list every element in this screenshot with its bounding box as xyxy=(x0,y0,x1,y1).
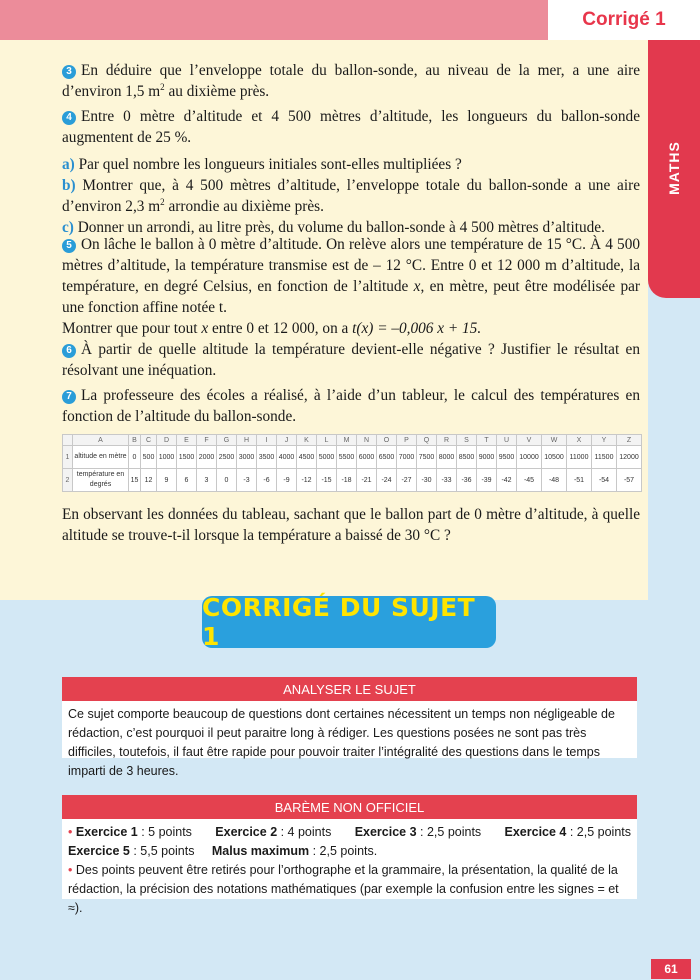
column-letter: A xyxy=(73,435,129,446)
bareme-label: Exercice 2 xyxy=(215,825,278,839)
column-letter: U xyxy=(497,435,517,446)
bareme-box xyxy=(62,819,637,915)
row-number: 1 xyxy=(63,446,73,469)
q7-text: La professeure des écoles a réalisé, à l’aide d’un tableur, le calcul des températures en fonction de l’altitude du ballon-sonde. xyxy=(62,387,640,425)
question-7-followup xyxy=(62,504,640,546)
column-letter: Z xyxy=(617,435,642,446)
bareme-label: Exercice 1 xyxy=(75,825,138,839)
question-5 xyxy=(62,234,640,339)
column-letter: L xyxy=(317,435,337,446)
page-number xyxy=(651,959,691,979)
table-cell: 2000 xyxy=(197,446,217,469)
column-letter: T xyxy=(477,435,497,446)
q5-text1: On lâche le ballon à 0 mètre d’altitude. On relève alors une température de 15 °C. À 4 500 mètres d’altitude, la température transmise est de – 12 °C. Entre 0 et 12 000 m d’altitude, la température, en degré Celsius, en fonction de l’altitude xyxy=(62,236,640,295)
table-cell: -57 xyxy=(617,469,642,492)
column-letter: I xyxy=(257,435,277,446)
page-number-text: 61 xyxy=(664,962,678,976)
bareme-note-text: Des points peuvent être retirés pour l’orthographe et la grammaire, la présentation, la qualité de la rédaction, la précision des notations mathématiques (par exemple la confusion entre les signes = et ≈). xyxy=(68,863,619,915)
question-3 xyxy=(62,60,640,102)
bareme-note xyxy=(68,861,631,918)
table-cell: 0 xyxy=(217,469,237,492)
bareme-value: : 5 points xyxy=(137,825,192,839)
question-number-badge: 5 xyxy=(62,239,76,253)
column-letter: S xyxy=(457,435,477,446)
table-cell: 5500 xyxy=(337,446,357,469)
table-cell: 4000 xyxy=(277,446,297,469)
table-cell: 3 xyxy=(197,469,217,492)
table-cell: 1500 xyxy=(177,446,197,469)
column-letter: W xyxy=(542,435,567,446)
table-cell: -51 xyxy=(567,469,592,492)
bareme-label: Exercice 3 xyxy=(354,825,417,839)
bullet: • xyxy=(68,863,73,877)
bareme-heading xyxy=(62,795,637,819)
maths-side-label: MATHS xyxy=(666,141,683,195)
column-letter: E xyxy=(177,435,197,446)
table-cell: 12000 xyxy=(617,446,642,469)
column-letter: Y xyxy=(592,435,617,446)
bareme-item xyxy=(505,823,631,842)
bareme-line-1 xyxy=(68,823,631,842)
bareme-label: Exercice 4 xyxy=(504,825,567,839)
question-number-badge: 4 xyxy=(62,111,76,125)
bareme-value: : 2,5 points xyxy=(566,825,631,839)
section-title xyxy=(202,593,496,651)
corrige-tab[interactable]: Corrigé 1 xyxy=(548,0,700,40)
table-cell: 3000 xyxy=(237,446,257,469)
question-number-badge: 7 xyxy=(62,390,76,404)
question-7 xyxy=(62,385,640,427)
q3-text: En déduire que l’enveloppe totale du ballon-sonde, au niveau de la mer, a une aire d’environ 1,5 m xyxy=(62,62,640,100)
column-letter: N xyxy=(357,435,377,446)
column-letter: D xyxy=(157,435,177,446)
column-letter: J xyxy=(277,435,297,446)
bareme-label: Malus maximum xyxy=(211,844,310,858)
analyse-heading xyxy=(62,677,637,701)
row-number: 2 xyxy=(63,469,73,492)
q5-line2: Montrer que pour tout xyxy=(62,320,202,337)
q4-b-label: b) xyxy=(62,177,76,194)
q3-tail: au dixième près. xyxy=(164,83,270,100)
corner-cell xyxy=(63,435,73,446)
column-letter: O xyxy=(377,435,397,446)
q5-formula: t(x) = –0,006 x + 15. xyxy=(352,320,482,337)
table-row xyxy=(63,469,642,492)
q5-text2: , en mètre, peut être modélisée par une fonction affine notée t. xyxy=(62,278,640,316)
q5-var-x2: x xyxy=(201,320,209,337)
column-header-row xyxy=(63,435,642,446)
column-letter: K xyxy=(297,435,317,446)
q4-b-text: Montrer que, à 4 500 mètres d’altitude, l’enveloppe totale du ballon-sonde a une aire d’environ 2,3 m xyxy=(62,177,640,215)
column-letter: H xyxy=(237,435,257,446)
bareme-heading-text: BARÈME NON OFFICIEL xyxy=(274,799,425,815)
q5-var-x: x xyxy=(413,278,421,295)
bareme-item xyxy=(215,823,331,842)
table-cell: 5000 xyxy=(317,446,337,469)
table-cell: 9500 xyxy=(497,446,517,469)
q5-line2b: entre 0 et 12 000, on a xyxy=(208,320,353,337)
q4-c-text: Donner un arrondi, au litre près, du volume du ballon-sonde à 4 500 mètres d’altitude. xyxy=(73,219,605,236)
table-cell: 4500 xyxy=(297,446,317,469)
table-cell: 10000 xyxy=(517,446,542,469)
table-cell: 9 xyxy=(157,469,177,492)
table-cell: -33 xyxy=(437,469,457,492)
column-letter: Q xyxy=(417,435,437,446)
table-cell: -27 xyxy=(397,469,417,492)
table-cell: -48 xyxy=(542,469,567,492)
q4-c-label: c) xyxy=(62,219,74,236)
table-cell: 10500 xyxy=(542,446,567,469)
q4-b-tail: arrondie au dixième près. xyxy=(164,198,324,215)
table-cell: 500 xyxy=(141,446,157,469)
column-letter: V xyxy=(517,435,542,446)
table-cell: -9 xyxy=(277,469,297,492)
table-cell: 15 xyxy=(129,469,141,492)
column-letter: R xyxy=(437,435,457,446)
column-letter: C xyxy=(141,435,157,446)
row-label: altitude en mètre xyxy=(73,446,129,469)
table-cell: 6500 xyxy=(377,446,397,469)
table-cell: -24 xyxy=(377,469,397,492)
table-cell: -12 xyxy=(297,469,317,492)
analyse-text: Ce sujet comporte beaucoup de questions dont certaines nécessitent un temps non négligeable de rédaction, c’est pourquoi il peut paraitre long à rédiger. Les questions posées ne sont pas très difficiles, toutefois, il faut être rapide pour pouvoir traiter l’intégralité des questions dans le temps imparti de 3 heures. xyxy=(68,707,615,778)
row-label: température en degrés xyxy=(73,469,129,492)
bareme-value: : 5,5 points xyxy=(129,844,195,858)
table-cell: 2500 xyxy=(217,446,237,469)
table-cell: 12 xyxy=(141,469,157,492)
table-cell: -45 xyxy=(517,469,542,492)
question-number-badge: 3 xyxy=(62,65,76,79)
table-cell: -15 xyxy=(317,469,337,492)
q6-text: À partir de quelle altitude la température devient-elle négative ? Justifier le résultat en résolvant une inéquation. xyxy=(62,341,640,379)
table-cell: 0 xyxy=(129,446,141,469)
table-cell: -21 xyxy=(357,469,377,492)
table-cell: 6000 xyxy=(357,446,377,469)
table-row xyxy=(63,446,642,469)
bullet: • xyxy=(68,825,73,839)
table-cell: -18 xyxy=(337,469,357,492)
table-cell: 7000 xyxy=(397,446,417,469)
table-cell: 7500 xyxy=(417,446,437,469)
table-cell: 6 xyxy=(177,469,197,492)
analyse-heading-text: ANALYSER LE SUJET xyxy=(283,681,416,697)
bareme-item xyxy=(68,823,192,842)
maths-side-label-wrap xyxy=(652,133,696,203)
table-cell: -54 xyxy=(592,469,617,492)
bareme-label: Exercice 5 xyxy=(68,844,130,858)
column-letter: F xyxy=(197,435,217,446)
table-cell: 11000 xyxy=(567,446,592,469)
column-letter: P xyxy=(397,435,417,446)
analyse-box xyxy=(62,701,637,778)
table-cell: -39 xyxy=(477,469,497,492)
spreadsheet-table xyxy=(62,434,642,492)
bareme-value: : 2,5 points. xyxy=(309,844,378,858)
q4-a-text: Par quel nombre les longueurs initiales sont-elles multipliées ? xyxy=(74,156,462,173)
q7-after: En observant les données du tableau, sachant que le ballon part de 0 mètre d’altitude, à quelle altitude se trouve-t-il lorsque la température a baissé de 30 °C ? xyxy=(62,506,640,544)
table-cell: -36 xyxy=(457,469,477,492)
column-letter: X xyxy=(567,435,592,446)
column-letter: M xyxy=(337,435,357,446)
column-letter: G xyxy=(217,435,237,446)
table-cell: -42 xyxy=(497,469,517,492)
table-cell: -3 xyxy=(237,469,257,492)
column-letter: B xyxy=(129,435,141,446)
table-cell: -6 xyxy=(257,469,277,492)
section-title-text: CORRIGÉ DU SUJET 1 xyxy=(202,593,476,651)
question-6 xyxy=(62,339,640,381)
table-cell: 3500 xyxy=(257,446,277,469)
bareme-item xyxy=(355,823,481,842)
q4-b-sup: 2 xyxy=(160,196,165,207)
q4-a-label: a) xyxy=(62,156,75,173)
table-cell: 8500 xyxy=(457,446,477,469)
q3-sup: 2 xyxy=(160,81,165,92)
bareme-line-2 xyxy=(68,842,631,861)
table-cell: 1000 xyxy=(157,446,177,469)
question-number-badge: 6 xyxy=(62,344,76,358)
table-cell: 11500 xyxy=(592,446,617,469)
table-cell: 8000 xyxy=(437,446,457,469)
table-cell: 9000 xyxy=(477,446,497,469)
question-4 xyxy=(62,106,640,238)
table-cell: -30 xyxy=(417,469,437,492)
bareme-value: : 4 points xyxy=(277,825,332,839)
q4-intro: Entre 0 mètre d’altitude et 4 500 mètres d’altitude, les longueurs du ballon-sonde augmentent de 25 %. xyxy=(62,108,640,146)
bareme-value: : 2,5 points xyxy=(416,825,482,839)
